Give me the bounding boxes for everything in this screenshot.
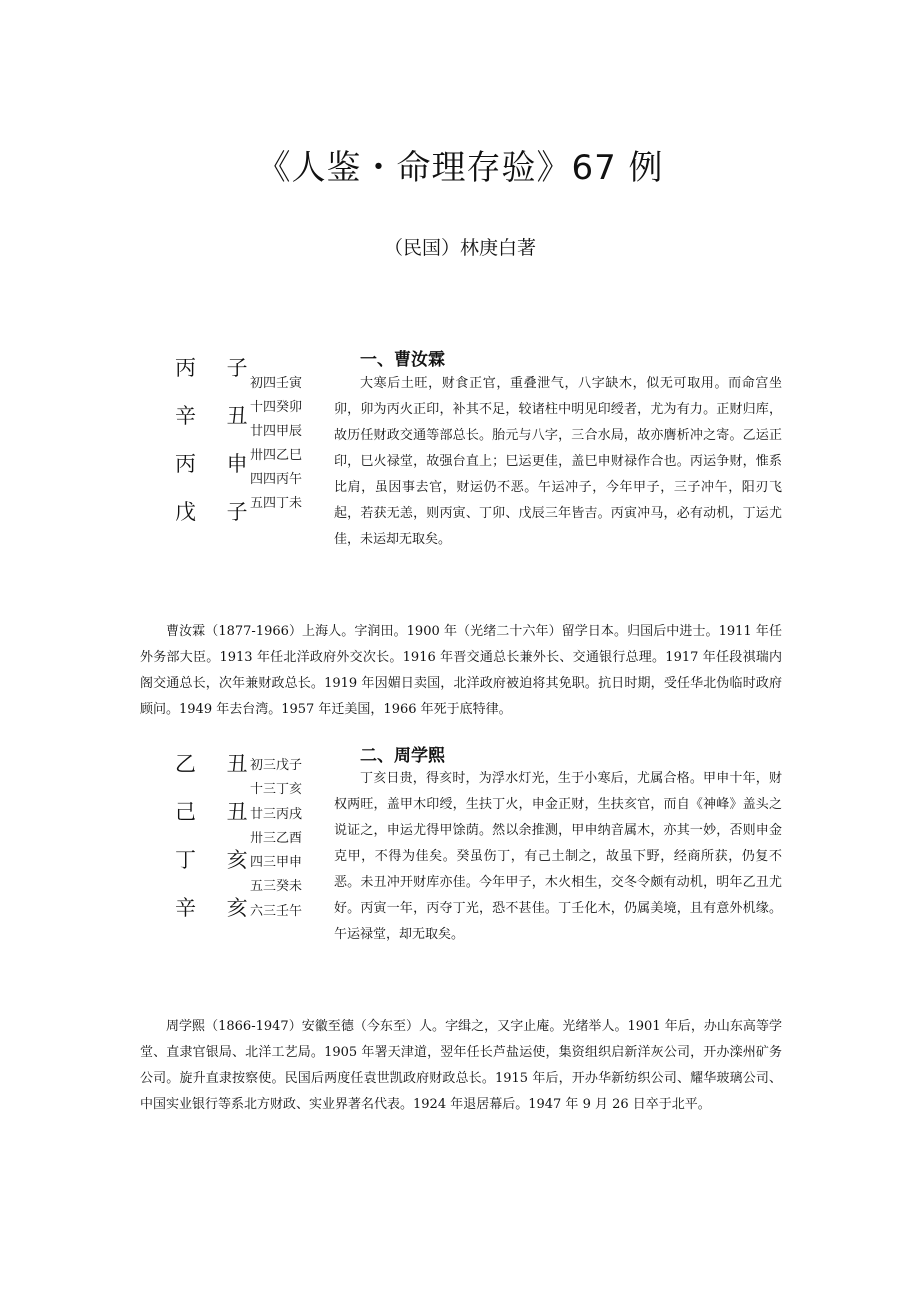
case-analysis: 丁亥日贵，得亥时，为浮水灯光，生于小寒后，尤属合格。甲申十年，财权两旺，盖甲木印绶，生扶丁火，申金正财，生扶亥官，而自《神峰》盖头之说证之，申运尤得甲馀荫。然以余推测，甲申纳音属木，亦其一妙，否则申金克甲，不得为佳矣。癸虽伤丁，有己土制之，故虽下野，经商所获，仍复不恶。未丑冲开财库亦佳。今年甲子，木火相生，交冬令颇有动机，明年乙丑尤好。丙寅一年，丙夺丁光，恐不甚佳。丁壬化木，仍属美境，且有意外机缘。午运禄堂，却无取矣。 [334, 771, 782, 942]
luck-pillar: 卅三乙酉 [250, 830, 303, 846]
author-line: （民国）林庚白著 [383, 237, 536, 259]
hour-pillar: 辛 亥 [175, 896, 260, 920]
luck-pillar: 十四癸卯 [250, 400, 303, 415]
luck-pillar: 四四丙午 [250, 472, 303, 487]
case-heading: 一、曹汝霖 [360, 350, 445, 370]
month-pillar: 己 丑 [175, 800, 260, 824]
hour-pillar: 戊 子 [175, 500, 260, 524]
day-pillar: 丁 亥 [175, 848, 260, 872]
document-title: 《人鉴・命理存验》67 例 [256, 148, 664, 188]
luck-pillar: 初三戊子 [250, 758, 303, 773]
luck-pillar: 初四壬寅 [250, 376, 303, 391]
case-analysis: 大寒后土旺，财食正官，重叠泄气，八字缺木，似无可取用。而命宫坐卯，卯为丙火正印，补其不足，较诸柱中明见印绶者，尤为有力。正财归库，故历任财政交通等部总长。胎元与八字，三合水局，故亦膺析冲之寄。乙运正印，巳火禄堂，故强台直上；巳运更佳，盖巳申财禄作合也。丙运争财，惟系比肩，虽因事去官，财运仍不恶。午运冲子，今年甲子，三子冲午，阳刃飞起，若获无恙，则丙寅、丁卯、戊辰三年皆吉。丙寅冲马，必有动机，丁运尤佳，未运却无取矣。 [334, 376, 782, 547]
luck-pillar: 廿四甲辰 [250, 424, 303, 439]
eight-characters-chart [175, 344, 260, 536]
year-pillar: 丙 子 [175, 356, 260, 380]
luck-pillar: 五三癸未 [250, 879, 303, 895]
luck-pillar: 六三壬午 [250, 903, 303, 919]
luck-pillars-list [250, 754, 320, 924]
luck-pillars-list [250, 372, 320, 516]
luck-pillar: 五四丁未 [250, 496, 303, 511]
biography-paragraph: 曹汝霖（1877-1966）上海人。字润田。1900 年（光绪二十六年）留学日本。归国后中进士。1911 年任外务部大臣。1913 年任北洋政府外交次长。1916 年晋交通总长兼外长、交通银行总理。1917 年任段祺瑞内阁交通总长，次年兼财政总长。1919 年因媚日卖国，北洋政府被迫将其免职。抗日时期，受任华北伪临时政府顾问。1949 年去台湾。1957 年迁美国，1966 年死于底特律。 [140, 624, 782, 717]
luck-pillar: 卅四乙巳 [250, 448, 303, 463]
luck-pillar: 十三丁亥 [250, 782, 303, 798]
day-pillar: 丙 申 [175, 452, 260, 476]
luck-pillar: 四三甲申 [250, 855, 303, 871]
case-heading: 二、周学熙 [360, 746, 445, 766]
luck-pillar: 廿三丙戌 [250, 806, 303, 822]
month-pillar: 辛 丑 [175, 404, 260, 428]
biography-paragraph: 周学熙（1866-1947）安徽至德（今东至）人。字缉之，又字止庵。光绪举人。1901 年后，办山东高等学堂、直隶官银局、北洋工艺局。1905 年署天津道，翌年任长芦盐运使，集资组织启新洋灰公司，开办滦州矿务公司。旋升直隶按察使。民国后两度任袁世凯政府财政总长。1915 年后，开办华新纺织公司、耀华玻璃公司、中国实业银行等系北方财政、实业界著名代表。1924 年退居幕后。1947 年 9 月 26 日卒于北平。 [140, 1019, 782, 1112]
eight-characters-chart [175, 740, 260, 932]
year-pillar: 乙 丑 [175, 752, 260, 776]
